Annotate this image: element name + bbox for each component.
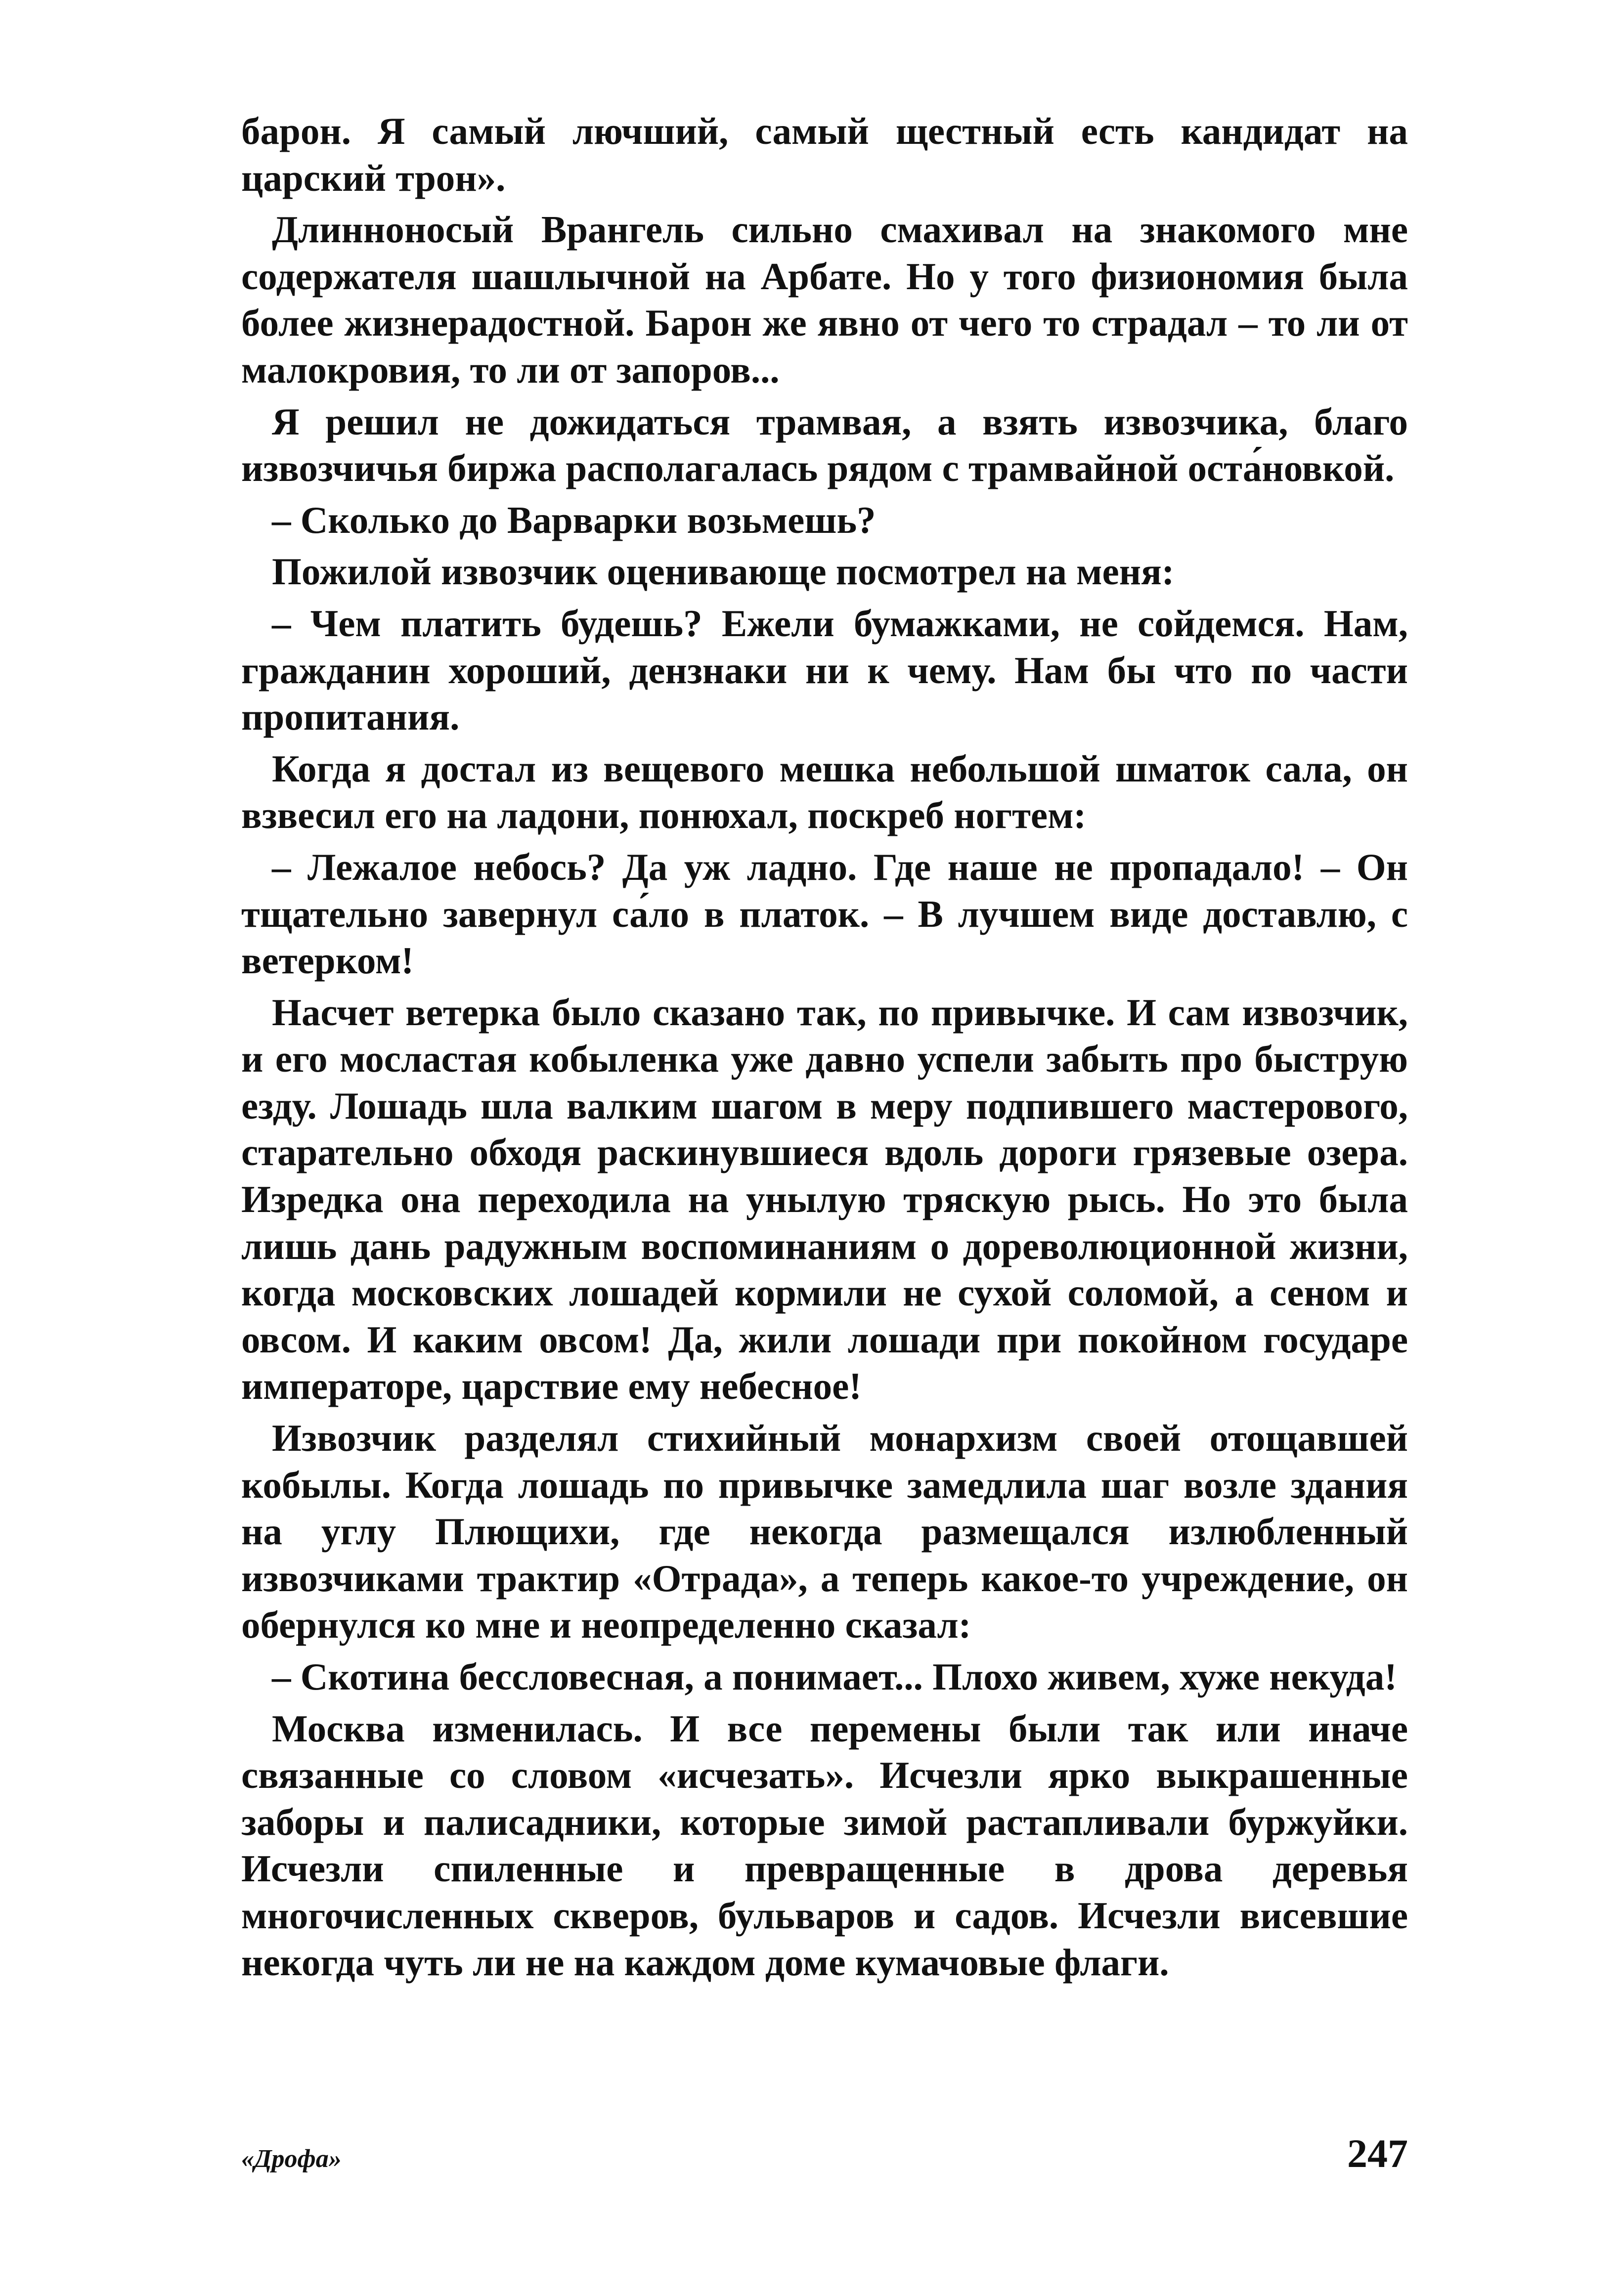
publisher-mark: «Дрофа» (241, 2145, 342, 2173)
paragraph-3: Я решил не дожидаться трамвая, а взять извозчика, благо извозчичья биржа располагалась рядом с трамвайной оста́новкой. (241, 400, 1408, 490)
paragraph-7: Когда я достал из вещевого мешка небольшой шматок сала, он взвесил его на ладони, понюхал, поскреб ногтем: (241, 747, 1408, 837)
paragraph-2: Длинноносый Врангель сильно смахивал на знакомого мне содержателя шашлычной на Арбате. Но у того физиономия была более жизнерадостной. Барон же явно от чего то страдал – то ли от малокровия, то ли от запоров... (241, 208, 1408, 391)
paragraph-8: – Лежалое небось? Да уж ладно. Где наше не пропадало! – Он тщательно завернул са́ло в платок. – В лучшем виде доставлю, с ветерком! (241, 845, 1408, 982)
paragraph-6: – Чем платить будешь? Ежели бумажками, не сойдемся. Нам, гражданин хороший, дензнаки ни к чему. Нам бы что по части пропитания. (241, 602, 1408, 738)
paragraph-12: Москва изменилась. И все перемены были так или иначе связанные со словом «исчезать». Исчезли ярко выкрашенные заборы и палисадники, которые зимой растапливали буржуйки. Исчезли спиленные и превращенные в дрова деревья многочисленных скверов, бульваров и садов. Исчезли висевшие некогда чуть ли не на каждом доме кумачовые флаги. (241, 1707, 1408, 1984)
paragraph-5: Пожилой извозчик оценивающе посмотрел на меня: (272, 550, 1175, 593)
paragraph-1: барон. Я самый лючший, самый щестный есть кандидат на царский трон». (241, 110, 1408, 199)
paragraph-4: – Сколько до Варварки возьмешь? (272, 498, 876, 541)
paragraph-11: – Скотина бессловесная, а понимает... Плохо живем, хуже некуда! (272, 1655, 1397, 1698)
paragraph-10: Извозчик разделял стихийный монархизм своей отощавшей кобылы. Когда лошадь по привычке замедлила шаг возле здания на углу Плющихи, где некогда размещался излюбленный извозчиками трактир «Отрада», а теперь какое-то учреждение, он обернулся ко мне и неопределенно сказал: (241, 1417, 1408, 1646)
paragraph-9: Насчет ветерка было сказано так, по привычке. И сам извозчик, и его мосластая кобыленка уже давно успели забыть про быструю езду. Лошадь шла валким шагом в меру подпившего мастерового, старательно обходя раскинувшиеся вдоль дороги грязевые озера. Изредка она переходила на унылую тряскую рысь. Но это была лишь дань радужным воспоминаниям о дореволюционной жизни, когда московских лошадей кормили не сухой соломой, а сеном и овсом. И каким овсом! Да, жили лошади при покойном государе императоре, царствие ему небесное! (241, 991, 1408, 1408)
page-number: 247 (1347, 2131, 1408, 2176)
page-footer (241, 2130, 1408, 2185)
body-text (241, 108, 1408, 1991)
